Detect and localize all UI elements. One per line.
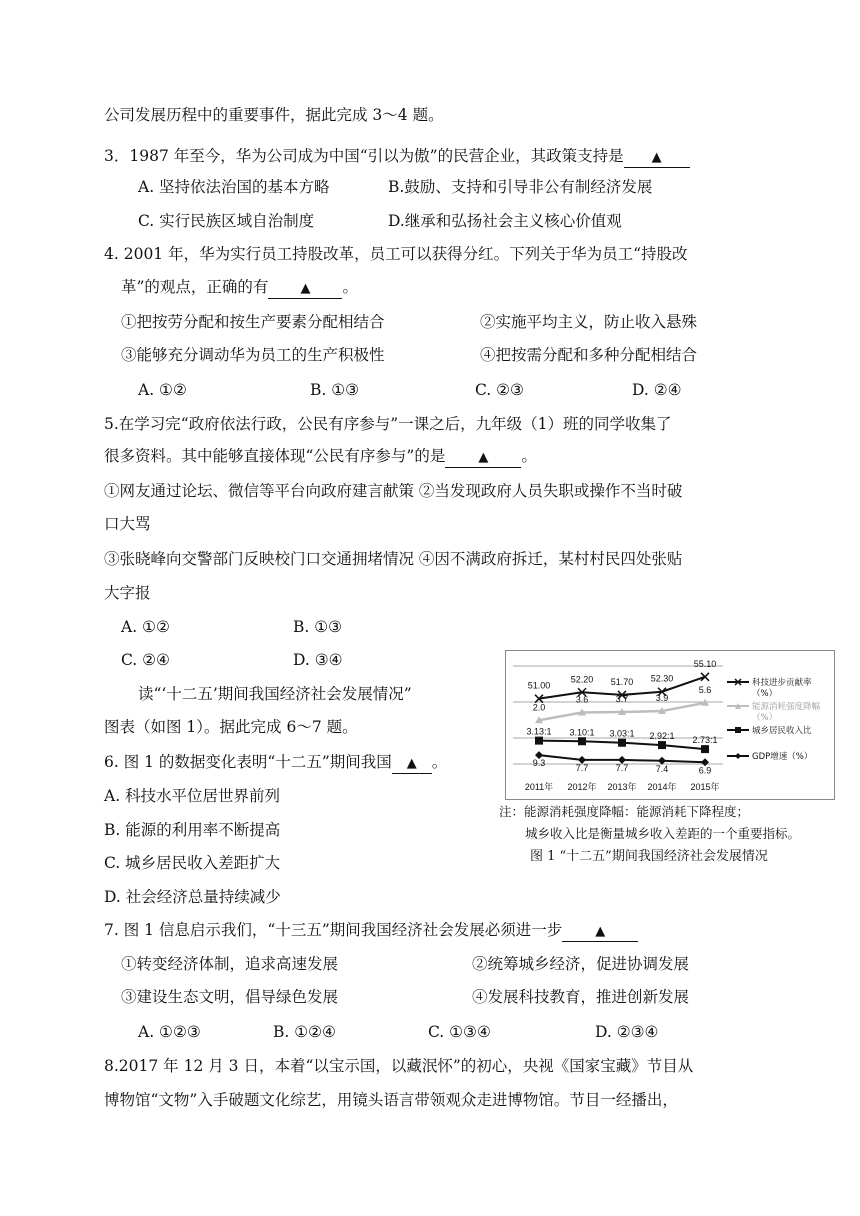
reading-line1: 读“‘十二五’期间我国经济社会发展情况” (138, 685, 412, 703)
triangle-icon: ▲ (651, 150, 662, 165)
data-point (618, 739, 626, 747)
q5-statement-1-cont: 口大骂 (104, 515, 151, 533)
q7-statement-1: ①转变经济体制，追求高速发展 (121, 955, 339, 973)
legend-label: GDP增速（%） (752, 752, 813, 762)
legend-label: 科技进步贡献率 (752, 678, 812, 688)
q5-option-b: B. ①③ (293, 618, 343, 636)
q3-option-b: B.鼓励、支持和引导非公有制经济发展 (388, 178, 653, 196)
data-label: 3.13:1 (526, 726, 552, 737)
data-label: 5.6 (698, 684, 712, 695)
data-point (578, 737, 586, 745)
triangle-icon: ▲ (406, 756, 417, 771)
data-label: 3.10:1 (569, 727, 595, 738)
legend-marker (735, 753, 741, 759)
q3-option-a: A. 坚持依法治国的基本方略 (138, 178, 330, 196)
question-5-text: 很多资料。其中能够直接体现“公民有序参与”的是 (104, 447, 446, 465)
q4-statement-2: ②实施平均主义，防止收入悬殊 (480, 313, 698, 331)
data-label: 3.9 (655, 693, 669, 704)
chart-svg (505, 650, 835, 800)
period: 。 (521, 447, 537, 465)
question-8-line1: 8.2017 年 12 月 3 日，本着“以宝示国，以藏泯怀”的初心，央视《国家宝藏》节目从 (104, 1057, 694, 1075)
q6-option-b: B. 能源的利用率不断提高 (104, 821, 281, 839)
q4-statement-4: ④把按需分配和多种分配相结合 (480, 346, 698, 364)
data-label: 2.73:1 (692, 735, 718, 746)
answer-blank (562, 921, 638, 942)
triangle-icon: ▲ (300, 281, 311, 296)
answer-blank (268, 278, 342, 299)
answer-blank (392, 753, 432, 774)
q7-statement-4: ④发展科技教育，推进创新发展 (472, 988, 690, 1006)
q7-statement-2: ②统筹城乡经济，促进协调发展 (472, 955, 690, 973)
q5-statement-1: ①网友通过论坛、微信等平台向政府建言献策 ②当发现政府人员失职或操作不当时破 (104, 482, 683, 500)
q5-statement-3-cont: 大字报 (104, 584, 151, 602)
q7-statement-3: ③建设生态文明，倡导绿色发展 (121, 988, 339, 1006)
answer-blank (624, 147, 690, 168)
q4-statement-3: ③能够充分调动华为员工的生产积极性 (121, 346, 385, 364)
question-6 (104, 751, 447, 774)
question-3-text: 3．1987 年至今，华为公司成为中国“引以为傲”的民营企业，其政策支持是 (104, 147, 624, 165)
answer-blank (445, 447, 521, 468)
q7-option-a: A. ①②③ (138, 1023, 201, 1041)
q4-option-b: B. ①③ (310, 381, 360, 399)
period: 。 (431, 753, 448, 771)
x-tick-label: 2015年 (690, 782, 720, 792)
data-label: 52.30 (650, 673, 674, 684)
data-label: 51.00 (527, 680, 551, 691)
question-3 (104, 145, 690, 168)
q3-option-d: D.继承和弘扬社会主义核心价值观 (388, 212, 622, 230)
chart-note-1: 注：能源消耗强度降幅：能源消耗下降程度； (499, 804, 750, 819)
q3-option-c: C. 实行民族区域自治制度 (138, 212, 315, 230)
question-7-text: 7. 图 1 信息启示我们，“十三五”期间我国经济社会发展必须进一步 (104, 921, 563, 939)
intro-line: 公司发展历程中的重要事件，据此完成 3～4 题。 (104, 106, 444, 124)
data-label: 52.20 (570, 674, 594, 685)
q4-statement-1: ①把按劳分配和按生产要素分配相结合 (121, 313, 385, 331)
q5-statement-3: ③张晓峰向交警部门反映校门口交通拥堵情况 ④因不满政府拆迁，某村村民四处张贴 (104, 550, 683, 568)
figure-caption: 图 1 “十二五”期间我国经济社会发展情况 (530, 849, 768, 864)
q5-option-d: D. ③④ (293, 651, 343, 669)
legend-marker (735, 727, 741, 733)
q4-option-d: D. ②④ (632, 381, 682, 399)
question-4-text: 革”的观点，正确的有 (121, 278, 269, 296)
chart-note-2: 城乡收入比是衡量城乡收入差距的一个重要指标。 (525, 826, 801, 841)
q6-option-a: A. 科技水平位居世界前列 (104, 787, 281, 805)
x-tick-label: 2012年 (567, 782, 597, 792)
legend-label-unit: （%） (752, 713, 778, 723)
data-label: 2.0 (532, 702, 546, 713)
question-8-line2: 博物馆“文物”入手破题文化综艺，用镜头语言带领观众走进博物馆。节目一经播出， (104, 1091, 678, 1109)
question-4-line1: 4. 2001 年，华为实行员工持股改革，员工可以获得分红。下列关于华为员工“持股改 (104, 245, 688, 263)
data-point (535, 737, 543, 745)
q6-option-d: D. 社会经济总量持续减少 (104, 888, 281, 906)
x-tick-label: 2014年 (647, 782, 677, 792)
q6-option-c: C. 城乡居民收入差距扩大 (104, 854, 281, 872)
period: 。 (342, 278, 358, 296)
data-label: 7.4 (655, 763, 669, 774)
data-point (658, 741, 666, 749)
data-label: 55.10 (693, 658, 717, 669)
question-4-line2 (121, 276, 358, 299)
x-tick-label: 2013年 (607, 782, 637, 792)
q4-option-c: C. ②③ (475, 381, 524, 399)
data-label: 3.7 (615, 694, 629, 705)
q5-option-c: C. ②④ (121, 651, 170, 669)
data-label: 3.6 (575, 694, 589, 705)
reading-line2: 图表（如图 1）。据此完成 6～7 题。 (104, 718, 358, 736)
q5-option-a: A. ①② (121, 618, 170, 636)
question-5-line2 (104, 445, 537, 468)
figure-1-chart (505, 650, 835, 800)
q7-option-d: D. ②③④ (595, 1023, 659, 1041)
x-tick-label: 2011年 (524, 782, 554, 792)
data-point (701, 745, 709, 753)
data-label: 6.9 (698, 765, 712, 776)
legend-label: 能源消耗强度降幅 (752, 702, 821, 712)
legend-label-unit: （%） (752, 689, 778, 699)
question-7 (104, 919, 638, 942)
data-label: 7.7 (575, 762, 589, 773)
data-label: 7.7 (615, 762, 629, 773)
data-label: 3.03:1 (609, 728, 635, 739)
question-5-line1: 5.在学习完“政府依法行政，公民有序参与”一课之后，九年级（1）班的同学收集了 (104, 415, 672, 433)
data-label: 2.92:1 (649, 731, 675, 742)
q7-option-b: B. ①②④ (273, 1023, 336, 1041)
q4-option-a: A. ①② (138, 381, 187, 399)
q7-option-c: C. ①③④ (428, 1023, 491, 1041)
data-label: 9.3 (532, 758, 546, 769)
question-6-text: 6. 图 1 的数据变化表明“十二五”期间我国 (104, 753, 392, 771)
legend-label: 城乡居民收入比 (752, 726, 812, 736)
data-label: 51.70 (610, 676, 634, 687)
triangle-icon: ▲ (478, 450, 489, 465)
triangle-icon: ▲ (595, 924, 606, 939)
